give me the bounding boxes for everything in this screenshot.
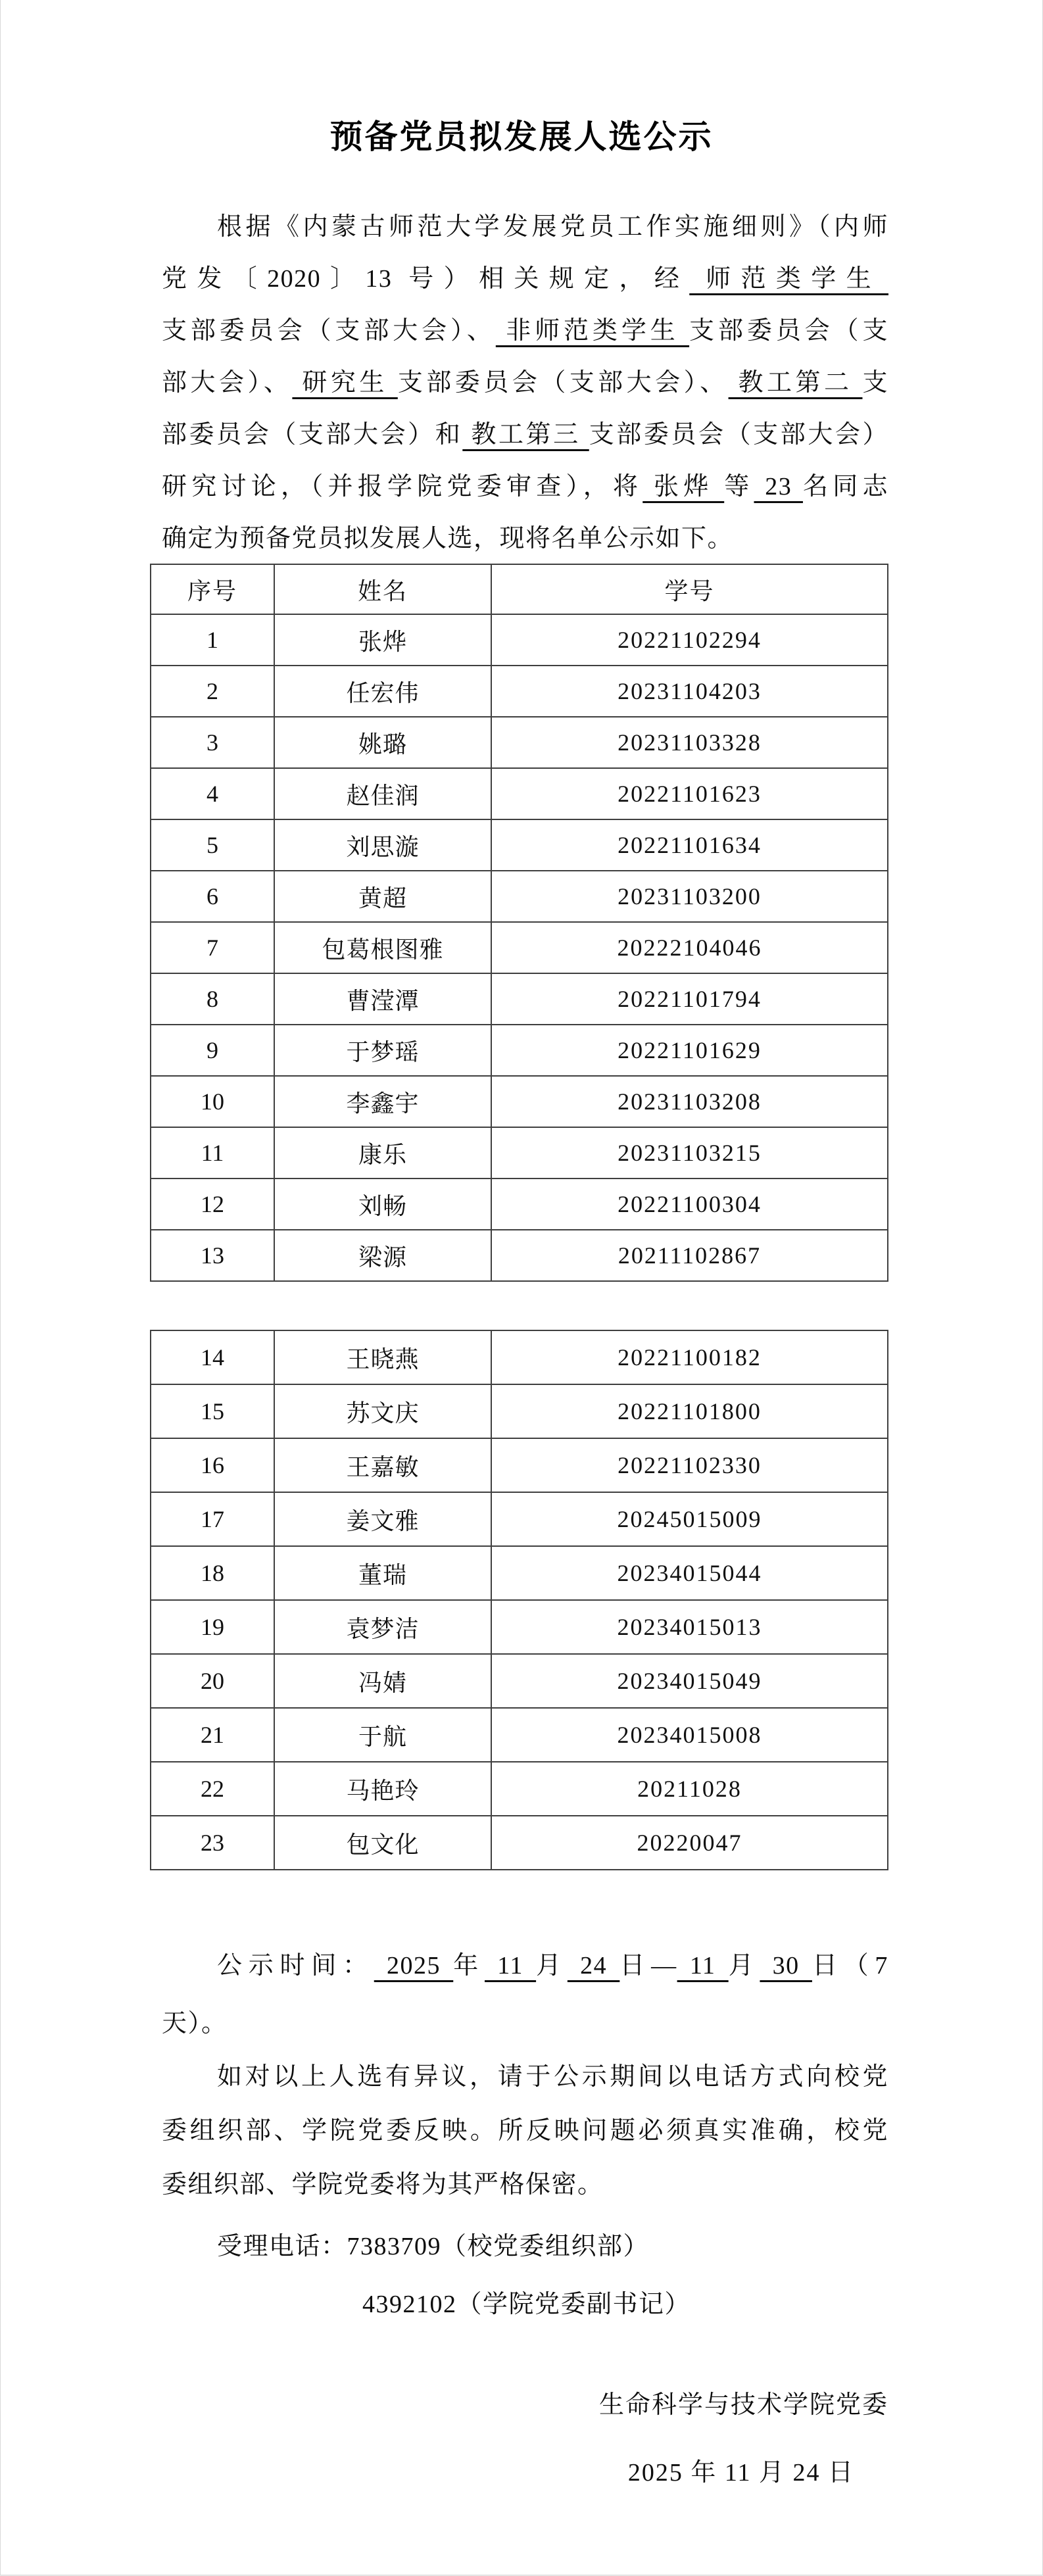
underlined-text: 师范类学生 xyxy=(689,265,888,293)
cell-number: 19 xyxy=(151,1600,274,1654)
paragraph-line xyxy=(162,461,888,513)
cell-student-id: 20231103328 xyxy=(491,717,888,768)
paragraph-line xyxy=(162,201,888,253)
text-segment: 部委员会（支部大会）和 xyxy=(162,421,463,449)
candidate-table-part1 xyxy=(150,564,888,1282)
underlined-text: 24 xyxy=(567,1952,620,1980)
cell-student-id: 20221102330 xyxy=(491,1438,888,1492)
cell-student-id: 20245015009 xyxy=(491,1492,888,1546)
paragraph-line xyxy=(162,2104,888,2158)
cell-name: 于梦瑶 xyxy=(274,1025,491,1076)
cell-name: 任宏伟 xyxy=(274,666,491,717)
cell-number: 16 xyxy=(151,1438,274,1492)
cell-number: 23 xyxy=(151,1816,274,1870)
table-row xyxy=(151,871,888,922)
cell-student-id: 20221101623 xyxy=(491,768,888,819)
cell-number: 6 xyxy=(151,871,274,922)
table-row xyxy=(151,614,888,666)
text-segment: 日— xyxy=(619,1952,677,1980)
text-segment: 等 xyxy=(724,473,754,500)
cell-name: 于航 xyxy=(274,1708,491,1762)
cell-student-id: 20231103208 xyxy=(491,1076,888,1127)
cell-student-id: 20221101794 xyxy=(491,973,888,1025)
table-row xyxy=(151,1179,888,1230)
paragraph-line xyxy=(162,1995,888,2053)
cell-student-id: 20221100304 xyxy=(491,1179,888,1230)
cell-name: 赵佳润 xyxy=(274,768,491,819)
paragraph-line xyxy=(162,305,888,357)
table-row xyxy=(151,1762,888,1816)
cell-name: 董瑞 xyxy=(274,1546,491,1600)
cell-number: 22 xyxy=(151,1762,274,1816)
underlined-text: 教工第二 xyxy=(728,369,863,397)
cell-name: 刘畅 xyxy=(274,1179,491,1230)
table-row xyxy=(151,1076,888,1127)
underlined-text: 30 xyxy=(760,1952,812,1980)
cell-name: 黄超 xyxy=(274,871,491,922)
paragraph-line xyxy=(162,513,888,565)
table-row xyxy=(151,1384,888,1438)
objection-paragraph xyxy=(162,2050,888,2212)
cell-student-id: 20234015013 xyxy=(491,1600,888,1654)
text-segment: 部大会）、 xyxy=(162,369,293,397)
paragraph-line xyxy=(162,2158,888,2212)
table-row xyxy=(151,666,888,717)
cell-number: 18 xyxy=(151,1546,274,1600)
cell-number: 10 xyxy=(151,1076,274,1127)
cell-number: 15 xyxy=(151,1384,274,1438)
contact-phones xyxy=(162,2218,888,2333)
table-row xyxy=(151,1127,888,1179)
cell-number: 5 xyxy=(151,819,274,871)
table-body-part1 xyxy=(151,614,888,1281)
cell-student-id: 20221102294 xyxy=(491,614,888,666)
text-segment: 支部委员会（支 xyxy=(689,317,888,345)
cell-name: 包葛根图雅 xyxy=(274,922,491,973)
underlined-text: 张烨 xyxy=(643,473,725,500)
signature-organization: 生命科学与技术学院党委 xyxy=(598,2391,888,2419)
underlined-text: 23 xyxy=(754,473,803,500)
cell-number: 7 xyxy=(151,922,274,973)
table-row xyxy=(151,1708,888,1762)
cell-student-id: 20222104046 xyxy=(491,922,888,973)
text-segment: 委组织部、学院党委反映。所反映问题必须真实准确，校党 xyxy=(162,2117,888,2145)
cell-student-id: 20234015049 xyxy=(491,1654,888,1708)
text-segment: 月 xyxy=(728,1952,760,1980)
table-row xyxy=(151,1330,888,1384)
table-row xyxy=(151,717,888,768)
text-segment: 确定为预备党员拟发展人选，现将名单公示如下。 xyxy=(162,525,734,552)
paragraph-line xyxy=(162,1937,888,1995)
cell-name: 曹滢潭 xyxy=(274,973,491,1025)
cell-number: 17 xyxy=(151,1492,274,1546)
cell-name: 李鑫宇 xyxy=(274,1076,491,1127)
cell-name: 姚璐 xyxy=(274,717,491,768)
document-title: 预备党员拟发展人选公示 xyxy=(329,118,714,155)
table-row xyxy=(151,1438,888,1492)
table-row xyxy=(151,768,888,819)
text-segment: 天）。 xyxy=(162,2010,228,2037)
cell-name: 马艳玲 xyxy=(274,1762,491,1816)
cell-number: 3 xyxy=(151,717,274,768)
cell-name: 包文化 xyxy=(274,1816,491,1870)
intro-paragraph xyxy=(162,201,888,565)
text-segment: 公示时间： xyxy=(217,1952,374,1980)
header-cell-student-id: 学号 xyxy=(491,564,888,614)
underlined-text: 11 xyxy=(485,1952,537,1980)
cell-student-id: 20231103200 xyxy=(491,871,888,922)
underlined-text: 2025 xyxy=(374,1952,454,1980)
paragraph-line xyxy=(162,2050,888,2104)
table-row xyxy=(151,1816,888,1870)
text-segment: 支部委员会（支部大会）、 xyxy=(397,369,729,397)
text-segment: 委组织部、学院党委将为其严格保密。 xyxy=(162,2171,604,2199)
text-segment: 支部委员会（支部大会）、 xyxy=(162,317,496,345)
cell-number: 11 xyxy=(151,1127,274,1179)
text-segment: 支部委员会（支部大会） xyxy=(589,421,888,449)
cell-student-id: 20220047 xyxy=(491,1816,888,1870)
cell-number: 2 xyxy=(151,666,274,717)
cell-student-id: 20221101634 xyxy=(491,819,888,871)
cell-number: 8 xyxy=(151,973,274,1025)
text-segment: 名同志 xyxy=(802,473,888,500)
cell-student-id: 20234015044 xyxy=(491,1546,888,1600)
text-segment: 根据《内蒙古师范大学发展党员工作实施细则》（内师 xyxy=(217,213,888,241)
text-segment: 月 xyxy=(536,1952,568,1980)
header-cell-name: 姓名 xyxy=(274,564,491,614)
table-row xyxy=(151,1600,888,1654)
text-segment: 如对以上人选有异议，请于公示期间以电话方式向校党 xyxy=(217,2063,888,2091)
cell-number: 20 xyxy=(151,1654,274,1708)
table-row xyxy=(151,1546,888,1600)
cell-student-id: 20221101629 xyxy=(491,1025,888,1076)
cell-student-id: 20211102867 xyxy=(491,1230,888,1281)
header-cell-number: 序号 xyxy=(151,564,274,614)
table-row xyxy=(151,819,888,871)
table-row xyxy=(151,922,888,973)
cell-name: 冯婧 xyxy=(274,1654,491,1708)
underlined-text: 11 xyxy=(677,1952,729,1980)
table-body-part2 xyxy=(151,1330,888,1870)
cell-student-id: 20231103215 xyxy=(491,1127,888,1179)
cell-name: 梁源 xyxy=(274,1230,491,1281)
text-segment: 研究讨论，（并报学院党委审查），将 xyxy=(162,473,643,500)
cell-name: 康乐 xyxy=(274,1127,491,1179)
cell-name: 姜文雅 xyxy=(274,1492,491,1546)
table-row xyxy=(151,973,888,1025)
cell-number: 21 xyxy=(151,1708,274,1762)
cell-name: 袁梦洁 xyxy=(274,1600,491,1654)
table-row xyxy=(151,1025,888,1076)
cell-student-id: 20221100182 xyxy=(491,1330,888,1384)
cell-number: 4 xyxy=(151,768,274,819)
phone-line-2: 4392102（学院党委副书记） xyxy=(362,2291,691,2318)
cell-student-id: 20211028 xyxy=(491,1762,888,1816)
text-segment: 党发〔2020〕13 号）相关规定，经 xyxy=(162,265,690,293)
cell-number: 1 xyxy=(151,614,274,666)
cell-name: 苏文庆 xyxy=(274,1384,491,1438)
cell-number: 13 xyxy=(151,1230,274,1281)
phone-line-1: 受理电话：7383709（校党委组织部） xyxy=(217,2233,650,2260)
cell-student-id: 20234015008 xyxy=(491,1708,888,1762)
publicity-period-paragraph xyxy=(162,1937,888,2053)
table-header-row xyxy=(151,564,888,614)
cell-student-id: 20221101800 xyxy=(491,1384,888,1438)
cell-number: 12 xyxy=(151,1179,274,1230)
cell-name: 王嘉敏 xyxy=(274,1438,491,1492)
table-row xyxy=(151,1492,888,1546)
cell-number: 14 xyxy=(151,1330,274,1384)
paragraph-line xyxy=(162,357,888,409)
paragraph-line xyxy=(162,253,888,305)
text-segment: 日（7 xyxy=(812,1952,888,1980)
table-row xyxy=(151,1230,888,1281)
underlined-text: 非师范类学生 xyxy=(495,317,690,345)
cell-student-id: 20231104203 xyxy=(491,666,888,717)
underlined-text: 研究生 xyxy=(292,369,398,397)
table-row xyxy=(151,1654,888,1708)
cell-name: 王晓燕 xyxy=(274,1330,491,1384)
cell-name: 刘思漩 xyxy=(274,819,491,871)
cell-number: 9 xyxy=(151,1025,274,1076)
underlined-text: 教工第三 xyxy=(462,421,589,449)
text-segment: 支 xyxy=(862,369,888,397)
signature-date: 2025 年 11 月 24 日 xyxy=(627,2459,854,2487)
text-segment: 年 xyxy=(453,1952,485,1980)
candidate-table-part2 xyxy=(150,1330,888,1870)
cell-name: 张烨 xyxy=(274,614,491,666)
paragraph-line xyxy=(162,409,888,461)
